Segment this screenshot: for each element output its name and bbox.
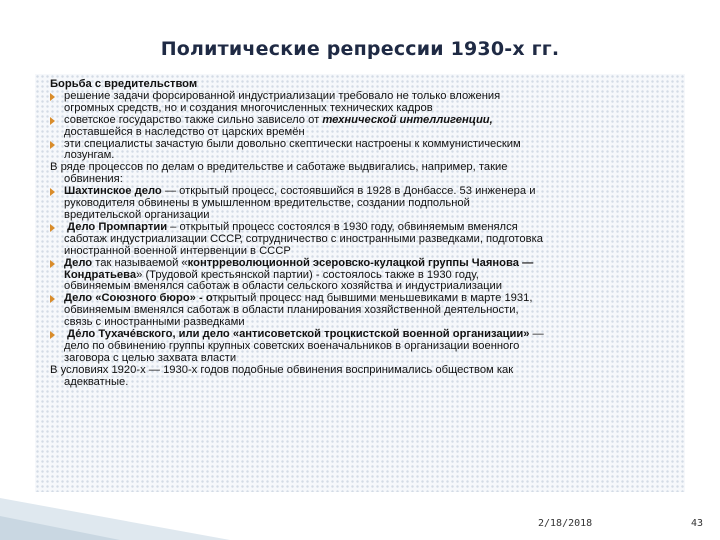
arrow-bullet-icon (50, 295, 55, 303)
case-text: заговора с целью захвата власти (64, 351, 237, 364)
case-text: ткрытый процесс над бывшими меньшевиками в марте 1931, (212, 292, 533, 305)
bullet-text: эти специалисты зачастую были довольно скептически настроены к коммунистическим (64, 137, 521, 150)
paragraph (50, 162, 675, 186)
arrow-bullet-icon (50, 260, 55, 268)
case-text: руководителя обвинены в умышленном вредительстве, создании подпольной (64, 197, 470, 210)
arrow-bullet-icon (50, 188, 55, 196)
slide-title: Политические репрессии 1930-х гг. (160, 38, 560, 60)
case-title: Шахтинское дело (64, 185, 162, 198)
corner-decoration-inner (0, 516, 120, 540)
case-item (50, 293, 675, 329)
paragraph-text: обвинения: (64, 173, 123, 186)
content-box (35, 74, 685, 492)
case-title: Дело «Союзного бюро» - о (64, 292, 213, 305)
bullet-text: решение задачи форсированной индустриализации требовало не только вложения (64, 89, 501, 102)
paragraph-text: адекватные. (64, 375, 129, 388)
case-title: Дело Промпартии (67, 220, 168, 233)
case-text: так называемой « (92, 256, 188, 269)
case-item (50, 186, 675, 222)
case-text: – открытый процесс состоялся в 1930 году, обвиняемым вменялся (167, 220, 518, 233)
case-text: иностранной военной интервенции в СССР (64, 244, 291, 257)
bullet-text: советское государство также сильно зависело от (64, 113, 323, 126)
case-text: — открытый процесс, состоявшийся в 1928 в Донбассе. 53 инженера и (161, 185, 536, 198)
case-title: Кондратьева (64, 268, 137, 281)
bullet-item (50, 139, 675, 163)
case-title: Де́ло Тухаче́вского, или дело «антисоветской троцкистской военной организации» (67, 328, 530, 341)
bullet-item (50, 91, 675, 115)
case-title: контрреволюционной эсеровско-кулацкой группы Чаянова — (187, 256, 534, 269)
bullet-text: огромных средств, но и создания многочисленных технических кадров (64, 101, 433, 114)
arrow-bullet-icon (50, 117, 55, 125)
case-text: связь с иностранными разведками (64, 316, 245, 329)
paragraph-text: В ряде процессов по делам о вредительстве и саботаже выдвигались, например, такие (50, 161, 508, 174)
case-text: дело по обвинению группы крупных советских военачальников в организации военного (64, 339, 520, 352)
case-item (50, 329, 675, 365)
case-text: саботаж индустриализации СССР, сотрудничество с иностранными разведками, подготовка (64, 232, 543, 245)
arrow-bullet-icon (50, 224, 55, 232)
footer-date: 2/18/2018 (538, 518, 593, 529)
page-number: 43 (691, 518, 704, 529)
case-title: Дело (64, 256, 93, 269)
arrow-bullet-icon (50, 331, 55, 339)
emphasis-text: технической интеллигенции, (322, 113, 493, 126)
bullet-item (50, 115, 675, 139)
case-item (50, 258, 675, 294)
case-text: вредительской организации (64, 208, 210, 221)
paragraph (50, 365, 675, 389)
case-text: — (529, 328, 544, 341)
bullet-text: доставшейся в наследство от царских времён (64, 125, 305, 138)
arrow-bullet-icon (50, 141, 55, 149)
case-item (50, 222, 675, 258)
arrow-bullet-icon (50, 93, 55, 101)
case-text: обвиняемым вменялся саботаж в области планирования хозяйственной деятельности, (64, 304, 519, 317)
case-text: » (Трудовой крестьянской партии) - состоялось также в 1930 году, (136, 268, 479, 281)
section-heading: Борьба с вредительством (50, 78, 198, 90)
case-text: обвиняемым вменялся саботаж в области сельского хозяйства и индустриализации (64, 280, 502, 293)
paragraph-text: В условиях 1920-х — 1930-х годов подобные обвинения воспринимались обществом как (50, 363, 514, 376)
bullet-text: лозунгам. (64, 149, 115, 162)
